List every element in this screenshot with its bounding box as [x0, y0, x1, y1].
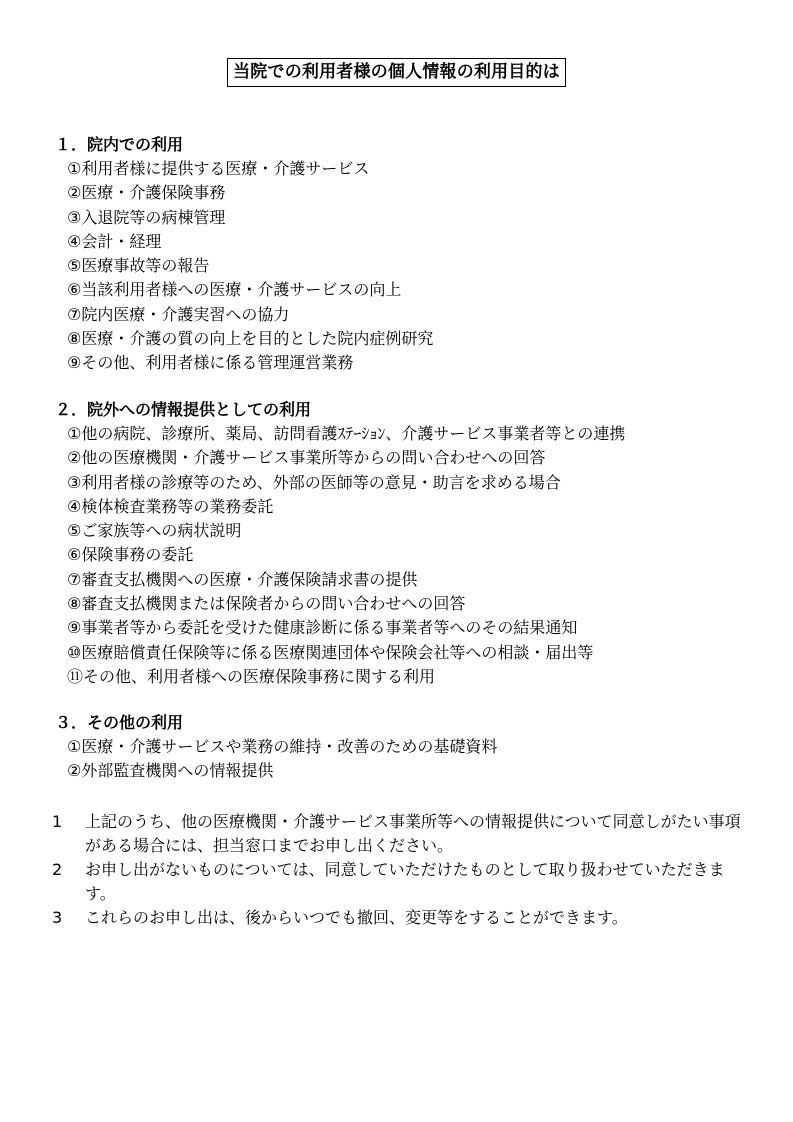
note-text: これらのお申し出は、後からいつでも撤回、変更等をすることができます。 — [85, 908, 628, 927]
note-item — [52, 810, 752, 858]
section-internal-use — [55, 133, 433, 376]
list-item: ④会計・経理 — [67, 231, 162, 251]
list-item: ①他の病院、診療所、薬局、訪問看護ｽﾃｰｼｮﾝ、介護サービス事業者等との連携 — [67, 424, 626, 443]
note-number: 1 — [52, 812, 63, 831]
list-item: ⑥当該利用者様への医療・介護サービスの向上 — [67, 280, 402, 300]
list-item: ⑧医療・介護の質の向上を目的とした院内症例研究 — [67, 329, 434, 349]
section-heading: ３．その他の利用 — [55, 713, 184, 732]
list-item: ④検体検査業務等の業務委託 — [67, 496, 274, 516]
document-title: 当院での利用者様の個人情報の利用目的は — [227, 58, 566, 87]
section-other-use — [55, 711, 497, 784]
list-item: ⑩医療賠償責任保険等に係る医療関連団体や保険会社等への相談・届出等 — [67, 642, 594, 662]
list-item: ②医療・介護保険事務 — [67, 183, 226, 203]
list-item: ③入退院等の病棟管理 — [67, 207, 226, 227]
list-item: ①利用者様に提供する医療・介護サービス — [67, 159, 370, 178]
list-item: ⑦院内医療・介護実習への協力 — [67, 304, 290, 324]
list-item: ②他の医療機関・介護サービス事業所等からの問い合わせへの回答 — [67, 448, 546, 468]
list-item: ②外部監査機関への情報提供 — [67, 761, 274, 781]
section-heading: １．院内での利用 — [55, 135, 184, 154]
section-heading: ２．院外への情報提供としての利用 — [55, 400, 312, 419]
list-item: ⑥保険事務の委託 — [67, 545, 194, 565]
item-list — [55, 157, 433, 376]
list-item: ⑦審査支払機関への医療・介護保険請求書の提供 — [67, 569, 418, 589]
note-item — [52, 906, 752, 930]
note-text: 上記のうち、他の医療機関・介護サービス事業所等への情報提供について同意しがたい事項がある場合には、担当窓口までお申し出ください。 — [85, 812, 741, 855]
list-item: ⑧審査支払機関または保険者からの問い合わせへの回答 — [67, 594, 466, 614]
note-item — [52, 858, 752, 906]
list-item: ③利用者様の診療等のため、外部の医師等の意見・助言を求める場合 — [67, 472, 561, 492]
list-item: ⑨事業者等から委託を受けた健康診断に係る事業者等へのその結果通知 — [67, 618, 578, 638]
item-list — [55, 735, 497, 784]
item-list — [55, 422, 625, 689]
note-number: 3 — [52, 908, 63, 927]
list-item: ①医療・介護サービスや業務の維持・改善のための基礎資料 — [67, 737, 498, 756]
note-text: お申し出がないものについては、同意していただけたものとして取り扱わせていただきます。 — [85, 860, 725, 903]
list-item: ⑤医療事故等の報告 — [67, 256, 210, 276]
note-number: 2 — [52, 860, 63, 879]
title-container — [0, 58, 793, 87]
list-item: ⑨その他、利用者様に係る管理運営業務 — [67, 353, 354, 373]
notes-list — [52, 810, 752, 930]
list-item: ⑤ご家族等への病状説明 — [67, 521, 242, 541]
section-external-provision — [55, 398, 625, 689]
list-item: ⑪その他、利用者様への医療保険事務に関する利用 — [67, 666, 436, 686]
